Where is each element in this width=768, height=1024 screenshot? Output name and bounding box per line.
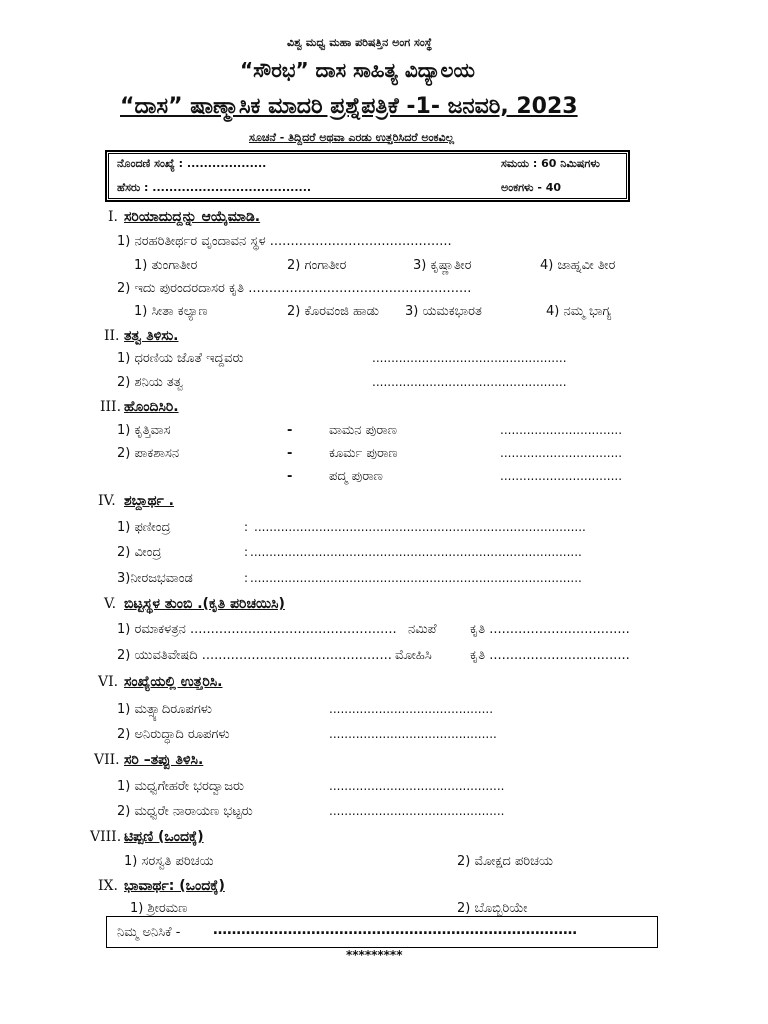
- option-1: 1) ಸರಸ್ವತಿ ಪರಿಚಯ: [124, 854, 214, 869]
- word-2: 2) ವೀಂದ್ರ: [117, 545, 162, 560]
- instruction-note: ಸೂಚನೆ - ತಿದ್ದಿದರೆ ಅಥವಾ ಎರಡು ಉತ್ತರಿಸಿದರೆ ಅಂಕವಿಲ್ಲ: [249, 131, 455, 144]
- candidate-info-box: [105, 150, 630, 202]
- fill-blank-2-word: ಮೋಹಿಸಿ: [395, 648, 432, 663]
- answer-blank[interactable]: ................................: [500, 469, 623, 483]
- section-title: ಸರಿಯಾದುದ್ದನ್ನು ಆಯ್ಕೆಮಾಡಿ.: [124, 209, 261, 225]
- section-title: ಸರಿ –ತಪ್ಪು ತಿಳಿಸಿ.: [124, 752, 204, 768]
- match-dash: -: [287, 469, 293, 484]
- option-3: 3) ಯಮಕಭಾರತ: [405, 304, 482, 319]
- exam-title: “ದಾಸ” ಷಾಣ್ಮಾಸಿಕ ಮಾದರಿ ಪ್ರಶ್ನೆಪತ್ರಿಕೆ -1- ಜನವರಿ, 2023: [120, 94, 578, 119]
- answer-blank[interactable]: .......................................................................................: [254, 520, 586, 534]
- match-dash: -: [287, 423, 293, 438]
- match-right-1: ವಾಮನ ಪುರಾಣ: [329, 423, 397, 438]
- answer-blank[interactable]: ...................................................: [372, 351, 567, 365]
- option-2: 2) ಗಂಗಾತೀರ: [287, 258, 347, 273]
- krithi-blank[interactable]: ಕೃತಿ ..................................: [470, 622, 630, 637]
- question-2: 2) ಅನಿರುದ್ಧಾದಿ ರೂಪಗಳು: [117, 727, 230, 742]
- question-1: 1) ನರಹರಿತೀರ್ಥರ ವೃಂದಾವನ ಸ್ಥಳ ............................................: [117, 234, 452, 249]
- answer-blank[interactable]: ................................: [500, 446, 623, 460]
- section-number: I.: [108, 209, 118, 225]
- section-number: III.: [100, 399, 122, 415]
- institute-name: “ಸೌರಭ” ದಾಸ ಸಾಹಿತ್ಯ ವಿದ್ಯಾಲಯ: [240, 58, 475, 82]
- section-number: IX.: [98, 878, 118, 894]
- question-1: 1) ಮತ್ಸ್ಯಾದಿರೂಪಗಳು: [117, 702, 212, 717]
- total-marks: ಅಂಕಗಳು - 40: [501, 181, 562, 194]
- section-title: ಟಿಪ್ಪಣಿ (ಒಂದಕ್ಕೆ): [124, 829, 204, 845]
- question-2: 2) ಇದು ಪುರಂದರದಾಸರ ಕೃತಿ ......................................................: [117, 281, 472, 296]
- section-title: ಸಂಖ್ಯೆಯಲ್ಲಿ ಉತ್ತರಿಸಿ.: [124, 674, 223, 690]
- section-title: ಶಬ್ದಾರ್ಥ .: [124, 493, 174, 509]
- option-1: 1) ಶ್ರೀರಮಣ: [130, 901, 188, 916]
- colon: :: [244, 571, 249, 585]
- footer-stars: *********: [346, 948, 403, 962]
- opinion-label: ನಿಮ್ಮ ಅನಿಸಿಕೆ -: [117, 925, 181, 940]
- opinion-box: [106, 916, 658, 948]
- word-1: 1) ಫಣೀಂದ್ರ: [117, 520, 171, 535]
- answer-blank[interactable]: ................................: [500, 423, 623, 437]
- answer-blank[interactable]: ..............................................: [329, 779, 505, 793]
- answer-blank[interactable]: ...................................................: [372, 375, 567, 389]
- word-3: 3)ನೀರಜಭವಾಂಡ: [117, 571, 193, 586]
- fill-blank-1: 1) ರಮಾಕಳತ್ರನ ..................................................: [117, 622, 397, 637]
- section-number: VII.: [94, 752, 120, 768]
- colon: :: [244, 520, 249, 534]
- option-2: 2) ಬೊಬ್ಬಿರಿಯೇ: [457, 901, 528, 916]
- section-number: VIII.: [90, 829, 122, 845]
- krithi-blank[interactable]: ಕೃತಿ ..................................: [470, 648, 630, 663]
- option-1: 1) ತುಂಗಾತೀರ: [134, 258, 198, 273]
- section-title: ಭಾವಾರ್ಥ: (ಒಂದಕ್ಕೆ): [124, 878, 225, 894]
- option-3: 3) ಕೃಷ್ಣಾತೀರ: [413, 258, 472, 273]
- section-title: ತತ್ವ ತಿಳಿಸು.: [124, 328, 179, 344]
- answer-blank[interactable]: ............................................: [329, 727, 497, 741]
- opinion-blank[interactable]: ……………………………………………………………………: [213, 922, 577, 938]
- section-number: V.: [104, 596, 117, 612]
- answer-blank[interactable]: ..............................................: [329, 804, 505, 818]
- fill-blank-2: 2) ಯುವತಿವೇಷದಿ ..............................................: [117, 648, 392, 663]
- org-line: ವಿಶ್ವ ಮಧ್ವ ಮಹಾ ಪರಿಷತ್ತಿನ ಅಂಗ ಸಂಸ್ಥೆ: [287, 36, 433, 49]
- answer-blank[interactable]: ...........................................: [329, 702, 494, 716]
- match-right-2: ಕೂರ್ಮ ಪುರಾಣ: [329, 446, 398, 461]
- candidate-name: ಹೆಸರು : ......................................: [117, 181, 312, 194]
- section-title: ಬಿಟ್ಟಸ್ಥಳ ತುಂಬಿ .(ಕೃತಿ ಪರಿಚಯಿಸಿ): [124, 596, 285, 612]
- option-1: 1) ಸೀತಾ ಕಲ್ಯಾಣ: [134, 304, 208, 319]
- section-number: IV.: [98, 493, 116, 509]
- option-2: 2) ಮೋಕ್ಷದ ಪರಿಚಯ: [457, 854, 553, 869]
- answer-blank[interactable]: .......................................................................................: [250, 545, 582, 559]
- match-left-2: 2) ಪಾಕಶಾಸನ: [117, 446, 180, 461]
- option-4: 4) ಜಾಹ್ನವೀ ತೀರ: [540, 258, 616, 273]
- option-2: 2) ಕೊರವಂಜಿ ಹಾಡು: [287, 304, 380, 319]
- section-number: VI.: [98, 674, 119, 690]
- match-right-3: ಪದ್ಮ ಪುರಾಣ: [329, 469, 383, 484]
- question-2: 2) ಮಧ್ವರೇ ನಾರಾಯಣ ಭಟ್ಟರು: [117, 804, 253, 819]
- match-dash: -: [287, 446, 293, 461]
- fill-blank-1-word: ನಮಿಪೆ: [408, 622, 437, 637]
- question-2: 2) ಶನಿಯ ತತ್ವ: [117, 375, 183, 390]
- colon: :: [244, 545, 249, 559]
- match-left-1: 1) ಕೃತ್ತಿವಾಸ: [117, 423, 171, 438]
- question-1: 1) ಧರಣಿಯ ಜೊತೆ ಇದ್ದವರು: [117, 351, 244, 366]
- section-number: II.: [104, 328, 120, 344]
- option-4: 4) ನಮ್ಮ ಭಾಗ್ಯ: [546, 304, 612, 319]
- registration-number: ನೊಂದಣಿ ಸಂಖ್ಯೆ : ...................: [117, 157, 267, 170]
- answer-blank[interactable]: .......................................................................................: [250, 571, 582, 585]
- question-1: 1) ಮಧ್ವಗೇಹರೇ ಭರದ್ವಾಜರು: [117, 779, 244, 794]
- exam-time: ಸಮಯ : 60 ನಿಮಿಷಗಳು: [501, 157, 600, 170]
- section-title: ಹೊಂದಿಸಿರಿ.: [124, 399, 179, 415]
